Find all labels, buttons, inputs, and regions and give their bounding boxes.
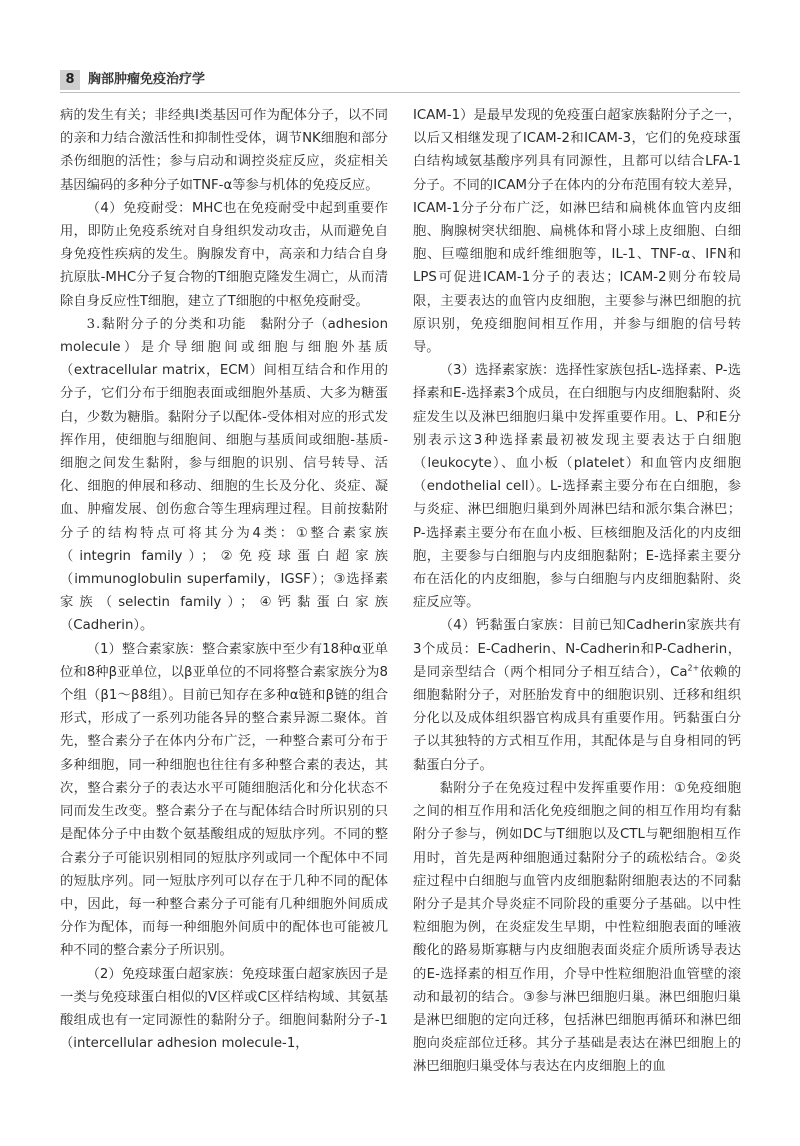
right-column [413,104,741,1079]
left-column [60,104,388,1055]
running-header [60,70,740,93]
paragraph: （1）整合素家族：整合素家族中至少有18种α亚单位和8种β亚单位，以β亚单位的不同将整合素家族分为8个组（β1～β8组）。目前已知存在多种α链和β链的组合形式，形成了一系列功能各异的整合素异源二聚体。首先，整合素分子在体内分布广泛，一种整合素可分布于多种细胞，同一种细胞也往往有多种整合素的表达，其次，整合素分子的表达水平可随细胞活化和分化状态不同而发生改变。整合素分子在与配体结合时所识别的只是配体分子中由数个氨基酸组成的短肽序列。不同的整合素分子可能识别相同的短肽序列或同一个配体中不同的短肽序列。同一短肽序列可以存在于几种不同的配体中，因此，每一种整合素分子可能有几种细胞外间质成分作为配体，而每一种细胞外间质中的配体也可能被几种不同的整合素分子所识别。 [60,641,388,959]
paragraph [60,313,388,638]
paragraph: 病的发生有关；非经典Ⅰ类基因可作为配体分子，以不同的亲和力结合激活性和抑制性受体，调节NK细胞和部分杀伤细胞的活性；参与启动和调控炎症反应，炎症相关基因编码的多种分子如TNF-α等参与机体的免疫反应。 [60,108,388,193]
paragraph: （2）免疫球蛋白超家族：免疫球蛋白超家族因子是一类与免疫球蛋白相似的Ⅴ区样或C区样结构域、其氨基酸组成也有一定同源性的黏附分子。细胞间黏附分子-1（intercellular adhesion molecule-1， [60,966,388,1052]
running-title: 胸部肿瘤免疫治疗学 [88,72,206,87]
paragraph [413,614,741,776]
paragraph: （4）免疫耐受：MHC也在免疫耐受中起到重要作用，即防止免疫系统对自身组织发动攻击，从而避免自身免疫性疾病的发生。胸腺发育中，高亲和力结合自身抗原肽-MHC分子复合物的T细胞克隆发生凋亡，从而清除自身反应性T细胞，建立了T细胞的中枢免疫耐受。 [60,200,388,309]
paragraph-text: （4）钙黏蛋白家族：目前已知Cadherin家族共有3个成员：E-Cadherin、N-Cadherin和P-Cadherin，是同亲型结合（两个相同分子相互结合），Ca [413,618,741,680]
superscript: 2+ [687,663,700,673]
paragraph: 黏附分子在免疫过程中发挥重要作用：①免疫细胞之间的相互作用和活化免疫细胞之间的相互作用均有黏附分子参与，例如DC与T细胞以及CTL与靶细胞相互作用时，首先是两种细胞通过黏附分子的疏松结合。②炎症过程中白细胞与血管内皮细胞黏附细胞表达的不同黏附分子是其介导炎症不同阶段的重要分子基础。以中性粒细胞为例，在炎症发生早期，中性粒细胞表面的唾液酸化的路易斯寡糖与内皮细胞表面炎症介质所诱导表达的E-选择素的相互作用，介导中性粒细胞沿血管壁的滚动和最初的结合。③参与淋巴细胞归巢。淋巴细胞归巢是淋巴细胞的定向迁移，包括淋巴细胞再循环和淋巴细胞向炎症部位迁移。其分子基础是表达在淋巴细胞上的淋巴细胞归巢受体与表达在内皮细胞上的血 [413,780,741,1075]
paragraph: ICAM-1）是最早发现的免疫蛋白超家族黏附分子之一，以后又相继发现了ICAM-2和ICAM-3，它们的免疫球蛋白结构域氨基酸序列具有同源性，且都可以结合LFA-1分子。不同的ICAM分子在体内的分布范围有较大差异，ICAM-1分子分布广泛，如淋巴结和扁桃体血管内皮细胞、胸腺树突状细胞、扁桃体和肾小球上皮细胞、白细胞、巨噬细胞和成纤维细胞等，IL-1、TNF-α、IFN和LPS可促进ICAM-1分子的表达；ICAM-2则分布较局限，主要表达的血管内皮细胞，主要参与淋巴细胞的抗原识别，免疫细胞间相互作用，并参与细胞的信号转导。 [413,108,741,356]
section-heading: 3.黏附分子的分类和功能 [86,316,247,332]
page-number: 8 [60,70,80,90]
paragraph-text: 依赖的细胞黏附分子，对胚胎发育中的细胞识别、迁移和组织分化以及成体组织器官构成具有重要作用。钙黏蛋白分子以其独特的方式相互作用，其配体是与自身相同的钙黏蛋白分子。 [413,664,741,773]
section-text: 黏附分子（adhesion molecule）是介导细胞间或细胞与细胞外基质（extracellular matrix，ECM）间相互结合和作用的分子，它们分布于细胞表面或细胞外基质、大多为糖蛋白，少数为糖脂。黏附分子以配体-受体相对应的形式发挥作用，使细胞与细胞间、细胞与基质间或细胞-基质-细胞之间发生黏附，参与细胞的识别、信号转导、活化、细胞的伸展和移动、细胞的生长及分化、炎症、凝血、肿瘤发展、创伤愈合等生理病理过程。目前按黏附分子的结构特点可将其分为4类：①整合素家族（integrin family）；②免疫球蛋白超家族（immunoglobulin superfamily，IGSF）；③选择素家族（selectin family）；④钙黏蛋白家族（Cadherin）。 [60,316,388,634]
paragraph: （3）选择素家族：选择性家族包括L-选择素、P-选择素和E-选择素3个成员，在白细胞与内皮细胞黏附、炎症发生以及淋巴细胞归巢中发挥重要作用。L、P和E分别表示这3种选择素最初被发现主要表达于白细胞（leukocyte）、血小板（platelet）和血管内皮细胞（endothelial cell）。L-选择素主要分布在白细胞，参与炎症、淋巴细胞归巢到外周淋巴结和派尔集合淋巴；P-选择素主要分布在血小板、巨核细胞及活化的内皮细胞，主要参与白细胞与内皮细胞黏附；E-选择素主要分布在活化的内皮细胞，参与白细胞与内皮细胞黏附、炎症反应等。 [413,363,741,611]
